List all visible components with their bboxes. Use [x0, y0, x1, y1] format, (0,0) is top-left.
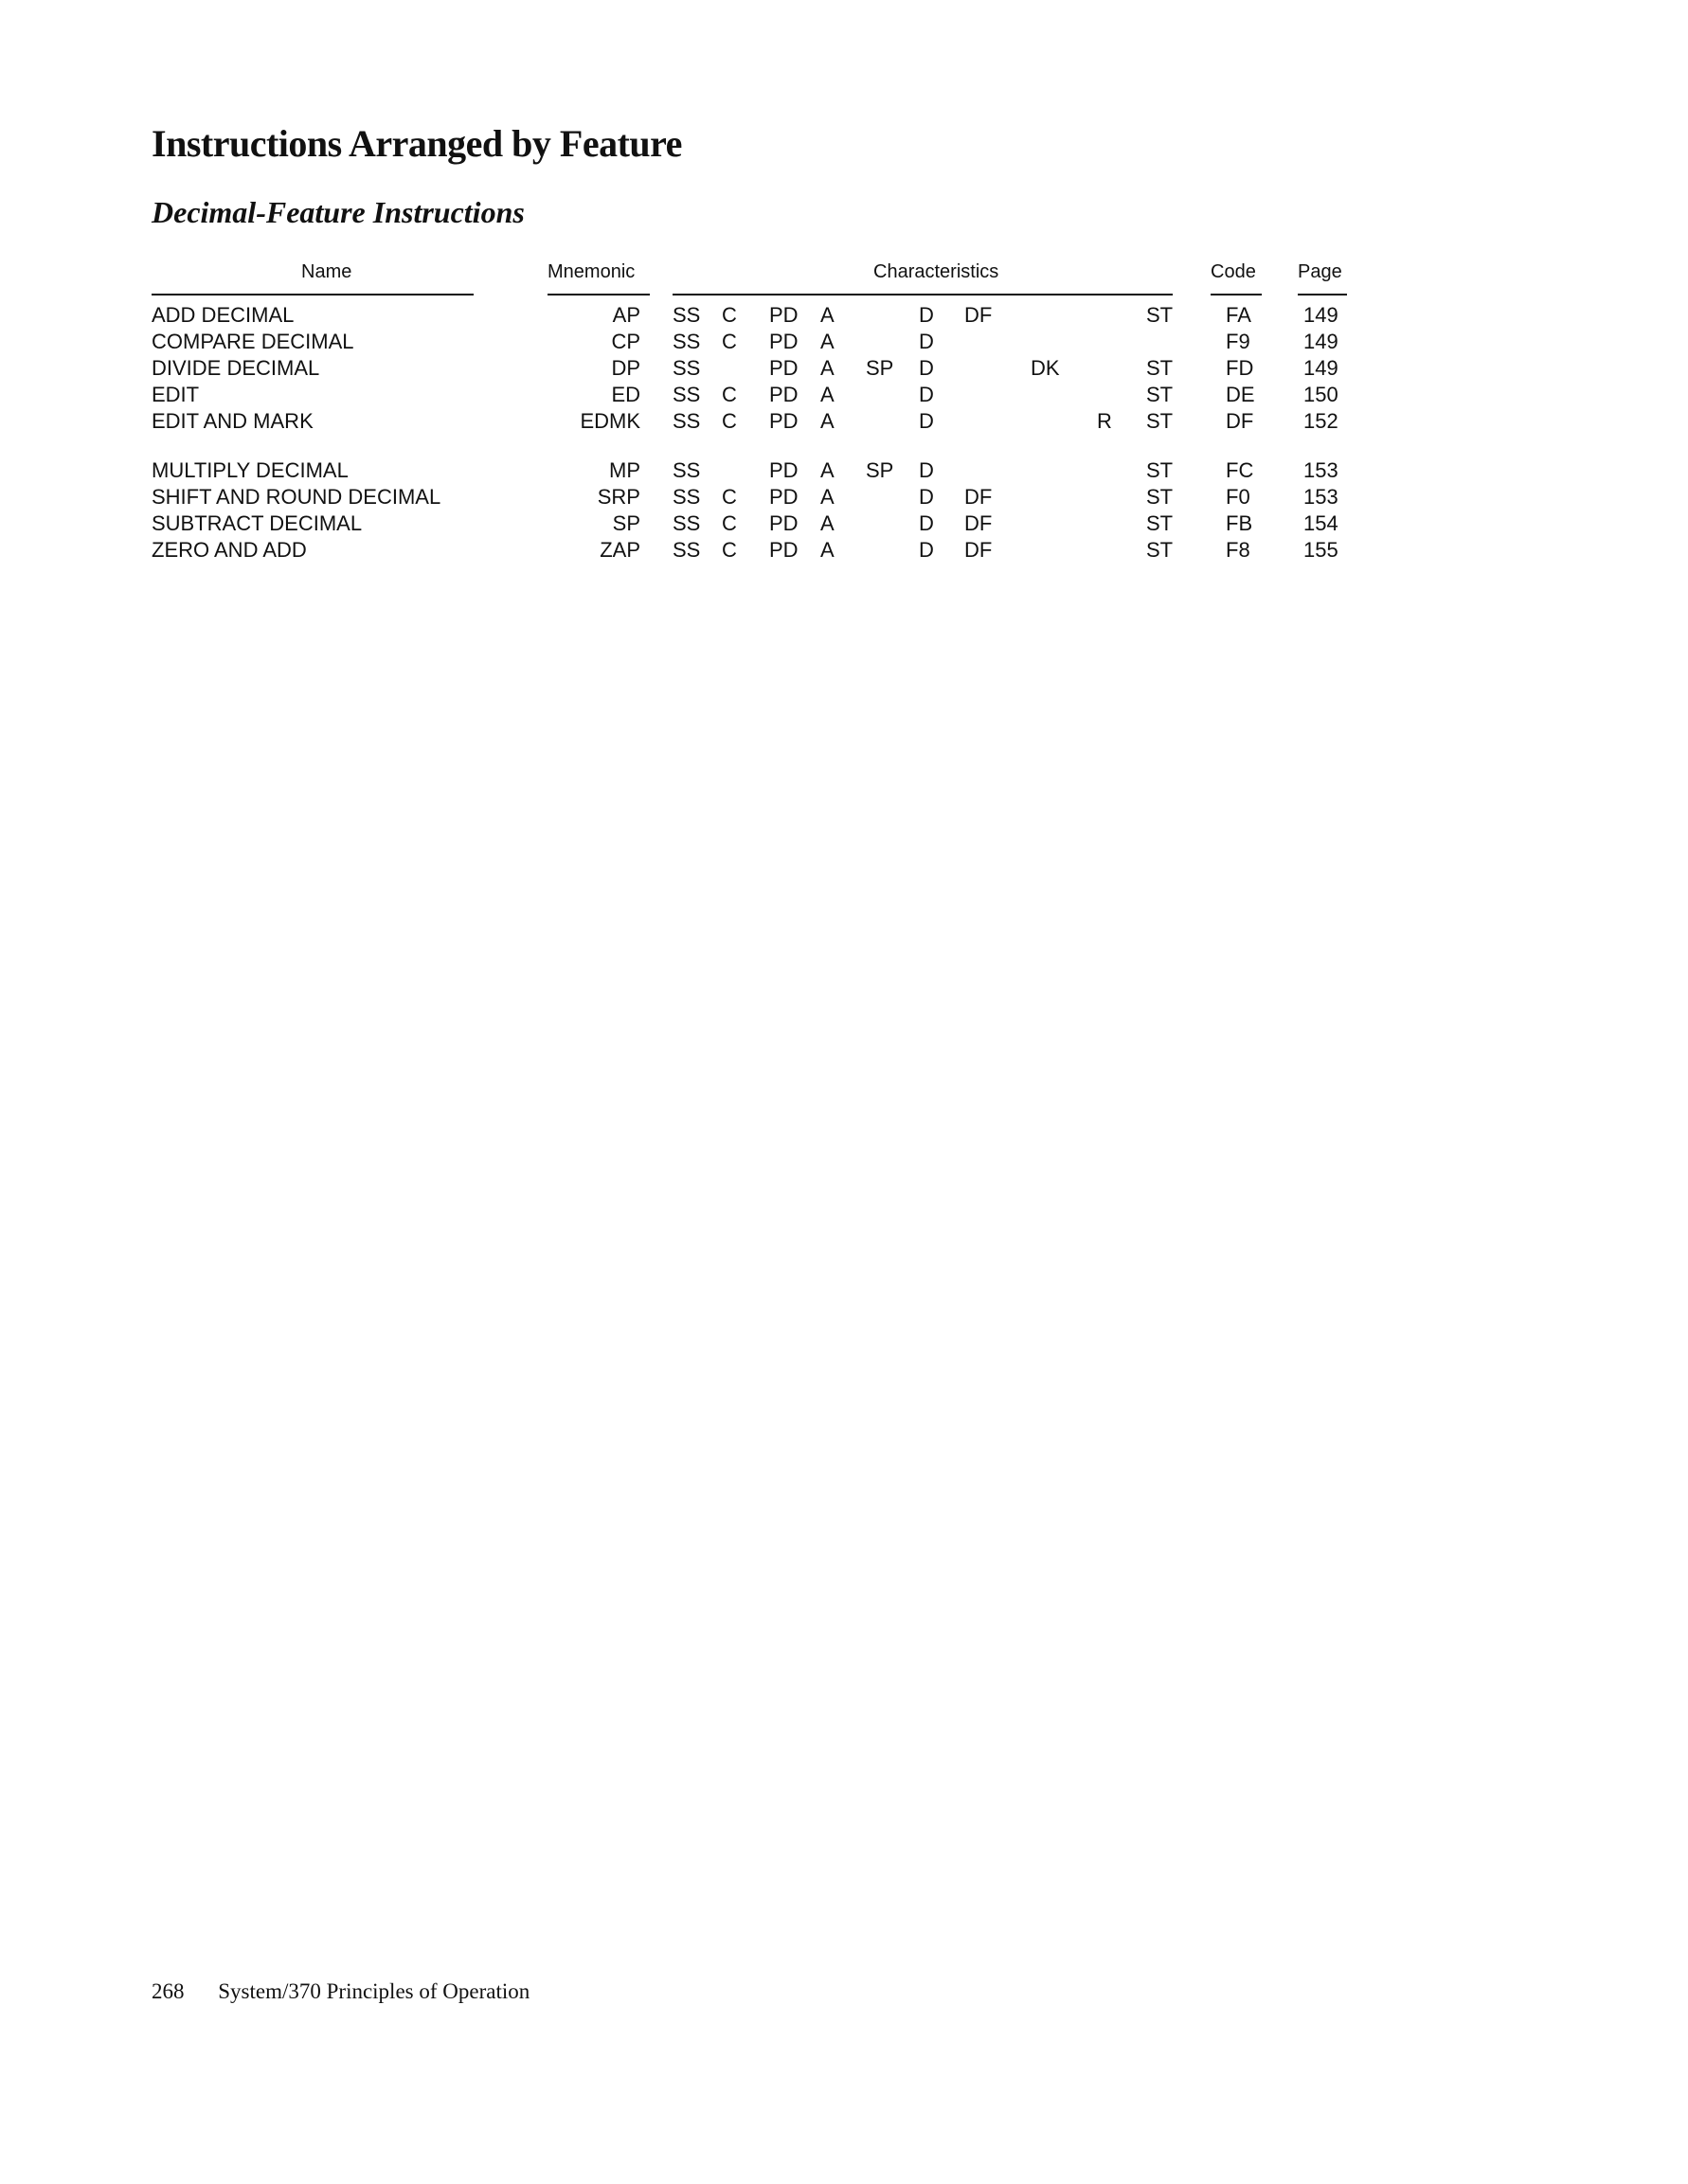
instruction-characteristic: D	[919, 303, 934, 327]
instruction-characteristic: D	[919, 383, 934, 406]
instruction-page: 149	[1303, 303, 1338, 327]
instruction-characteristic: C	[722, 303, 737, 327]
instruction-name: SHIFT AND ROUND DECIMAL	[152, 485, 441, 509]
instruction-characteristic: PD	[769, 485, 799, 509]
instruction-name: COMPARE DECIMAL	[152, 330, 354, 353]
instruction-name: DIVIDE DECIMAL	[152, 356, 320, 380]
instruction-code: FC	[1226, 458, 1254, 482]
header-page: Page	[1298, 261, 1342, 282]
instruction-mnemonic: ED	[611, 383, 640, 406]
instruction-characteristic: DF	[964, 485, 993, 509]
instruction-characteristic: DF	[964, 511, 993, 535]
instruction-characteristic: ST	[1146, 511, 1174, 535]
instruction-characteristic: A	[820, 330, 835, 353]
header-name: Name	[301, 261, 352, 282]
instruction-mnemonic: SRP	[597, 485, 640, 509]
header-characteristics: Characteristics	[873, 261, 999, 282]
header-rule-name	[152, 294, 474, 295]
instruction-characteristic: D	[919, 330, 934, 353]
footer-page-number: 268	[152, 1979, 185, 2003]
instruction-mnemonic: DP	[611, 356, 640, 380]
instruction-code: F8	[1226, 538, 1250, 562]
instruction-characteristic: C	[722, 538, 737, 562]
instruction-mnemonic: AP	[612, 303, 640, 327]
instruction-code: F9	[1226, 330, 1250, 353]
instruction-characteristic: A	[820, 538, 835, 562]
instruction-characteristic: A	[820, 485, 835, 509]
instruction-page: 155	[1303, 538, 1338, 562]
instruction-characteristic: A	[820, 356, 835, 380]
instruction-page: 152	[1303, 409, 1338, 433]
instruction-code: FA	[1226, 303, 1251, 327]
instruction-characteristic: C	[722, 409, 737, 433]
instruction-characteristic: SP	[866, 458, 894, 482]
instruction-characteristic: DK	[1031, 356, 1060, 380]
instruction-mnemonic: EDMK	[580, 409, 640, 433]
instruction-characteristic: C	[722, 330, 737, 353]
instruction-name: MULTIPLY DECIMAL	[152, 458, 349, 482]
instruction-code: DF	[1226, 409, 1254, 433]
instruction-characteristic: A	[820, 409, 835, 433]
instruction-characteristic: PD	[769, 538, 799, 562]
instruction-characteristic: D	[919, 538, 934, 562]
header-code: Code	[1211, 261, 1256, 282]
instruction-page: 150	[1303, 383, 1338, 406]
instruction-page: 149	[1303, 356, 1338, 380]
instruction-code: FD	[1226, 356, 1254, 380]
instruction-characteristic: PD	[769, 409, 799, 433]
instruction-characteristic: PD	[769, 330, 799, 353]
instruction-name: EDIT	[152, 383, 200, 406]
instruction-characteristic: A	[820, 303, 835, 327]
instruction-characteristic: SS	[673, 383, 701, 406]
header-rule-mnemonic	[548, 294, 650, 295]
instruction-characteristic: PD	[769, 303, 799, 327]
instruction-characteristic: SS	[673, 303, 701, 327]
instruction-mnemonic: ZAP	[600, 538, 640, 562]
instruction-characteristic: A	[820, 511, 835, 535]
instruction-mnemonic: CP	[611, 330, 640, 353]
instruction-characteristic: ST	[1146, 538, 1174, 562]
instruction-name: EDIT AND MARK	[152, 409, 314, 433]
instruction-characteristic: D	[919, 409, 934, 433]
instruction-page: 153	[1303, 485, 1338, 509]
instruction-code: DE	[1226, 383, 1255, 406]
header-rule-page	[1298, 294, 1347, 295]
instruction-characteristic: C	[722, 485, 737, 509]
instruction-characteristic: PD	[769, 383, 799, 406]
instruction-characteristic: PD	[769, 511, 799, 535]
instruction-characteristic: C	[722, 511, 737, 535]
instruction-characteristic: A	[820, 383, 835, 406]
instruction-characteristic: ST	[1146, 458, 1174, 482]
instruction-characteristic: A	[820, 458, 835, 482]
header-rule-characteristics	[673, 294, 1173, 295]
section-subtitle: Decimal-Feature Instructions	[152, 195, 525, 229]
instruction-characteristic: D	[919, 356, 934, 380]
instruction-characteristic: ST	[1146, 383, 1174, 406]
instruction-characteristic: DF	[964, 303, 993, 327]
instruction-page: 154	[1303, 511, 1338, 535]
instruction-name: ADD DECIMAL	[152, 303, 295, 327]
instruction-characteristic: SP	[866, 356, 894, 380]
header-mnemonic: Mnemonic	[548, 261, 636, 282]
page-footer	[152, 1979, 530, 2004]
instruction-characteristic: ST	[1146, 356, 1174, 380]
instruction-characteristic: C	[722, 383, 737, 406]
instruction-characteristic: SS	[673, 409, 701, 433]
instruction-code: FB	[1226, 511, 1253, 535]
instruction-code: F0	[1226, 485, 1250, 509]
instruction-characteristic: PD	[769, 458, 799, 482]
instruction-characteristic: SS	[673, 538, 701, 562]
instruction-characteristic: ST	[1146, 485, 1174, 509]
instruction-characteristic: R	[1097, 409, 1112, 433]
instruction-characteristic: SS	[673, 458, 701, 482]
instruction-name: SUBTRACT DECIMAL	[152, 511, 363, 535]
instruction-name: ZERO AND ADD	[152, 538, 307, 562]
page-title: Instructions Arranged by Feature	[152, 122, 682, 165]
instruction-characteristic: PD	[769, 356, 799, 380]
instruction-mnemonic: MP	[609, 458, 640, 482]
footer-doc-title: System/370 Principles of Operation	[218, 1979, 530, 2003]
instruction-characteristic: D	[919, 511, 934, 535]
instruction-characteristic: D	[919, 458, 934, 482]
instruction-characteristic: SS	[673, 485, 701, 509]
instruction-page: 153	[1303, 458, 1338, 482]
instruction-characteristic: SS	[673, 356, 701, 380]
header-rule-code	[1211, 294, 1262, 295]
instruction-characteristic: ST	[1146, 409, 1174, 433]
instruction-characteristic: DF	[964, 538, 993, 562]
instruction-page: 149	[1303, 330, 1338, 353]
instruction-characteristic: SS	[673, 330, 701, 353]
instruction-characteristic: D	[919, 485, 934, 509]
instruction-characteristic: ST	[1146, 303, 1174, 327]
instruction-mnemonic: SP	[612, 511, 640, 535]
instruction-characteristic: SS	[673, 511, 701, 535]
